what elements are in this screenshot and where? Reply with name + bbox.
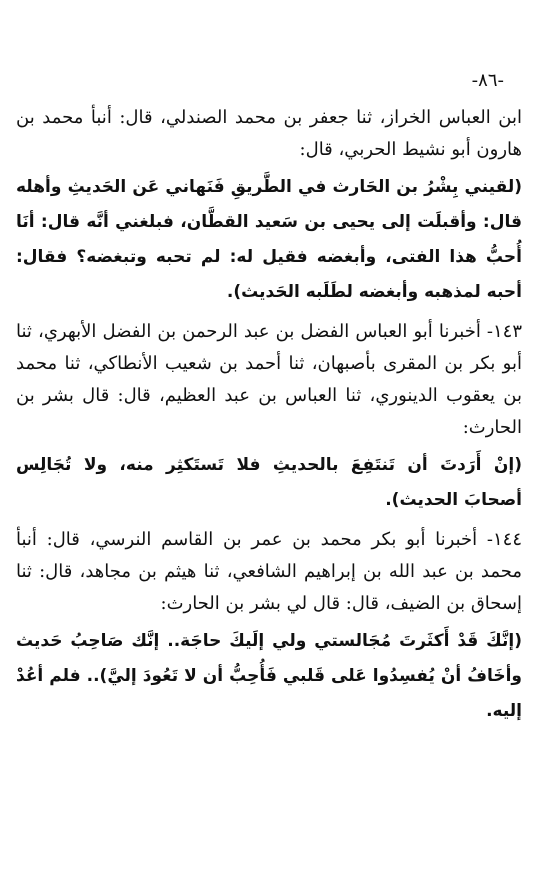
page-body bbox=[16, 98, 522, 729]
numbered-paragraph-144: ١٤٤- أخبرنا أبو بكر محمد بن عمر بن القاسم النرسي، قال: أنبأ محمد بن عبد الله بن إبراهيم الشافعي، ثنا هيثم بن مجاهد، قال: ثنا إسحاق بن الضيف، قال: قال لي بشر بن الحارث: bbox=[16, 529, 522, 614]
quote-final: (إنَّكَ قَدْ أَكثَرتَ مُجَالستي ولي إلَيكَ حاجَة.. إنَّك صَاحِبُ حَديث وأخَافُ أنْ يُفسِدُوا عَلى قَلبي فَأُحِبُّ أن لا تَعُودَ إليَّ).. فلم أعُدْ إليه. bbox=[16, 631, 522, 721]
intro-paragraph: ابن العباس الخراز، ثنا جعفر بن محمد الصندلي، قال: أنبأ محمد بن هارون أبو نشيط الحربي، قال: bbox=[16, 107, 522, 160]
quote-hadith-advice: (إنْ أَرَدتَ أن تَنتَفِعَ بالحديثِ فلا تَستَكثِر منه، ولا تُجَالِس أصحابَ الحديث). bbox=[16, 455, 522, 510]
quote-bishr-meeting: (لقيني بِشْرُ بن الحَارث في الطَّريقِ فَنَهاني عَن الحَديثِ وأهله قال: وأقبلَت إلى يحيى بن سَعيد القطَّان، فبلغني أنَّه قال: أنَا أُحبُّ هذا الفتى، وأبغضه فقيل له: لم تحبه وتبغضه؟ فقال: أحبه لمذهبه وأبغضه لطَلَبه الحَديث). bbox=[16, 177, 522, 302]
numbered-paragraph-143: ١٤٣- أخبرنا أبو العباس الفضل بن عبد الرحمن بن الفضل الأبهري، ثنا أبو بكر بن المقرى بأصبهان، ثنا أحمد بن شعيب الأنطاكي، ثنا محمد بن يعقوب الدينوري، ثنا العباس بن عبد العظيم، قال: قال بشر بن الحارث: bbox=[16, 321, 522, 438]
page-number: -٨٦- bbox=[471, 70, 504, 91]
